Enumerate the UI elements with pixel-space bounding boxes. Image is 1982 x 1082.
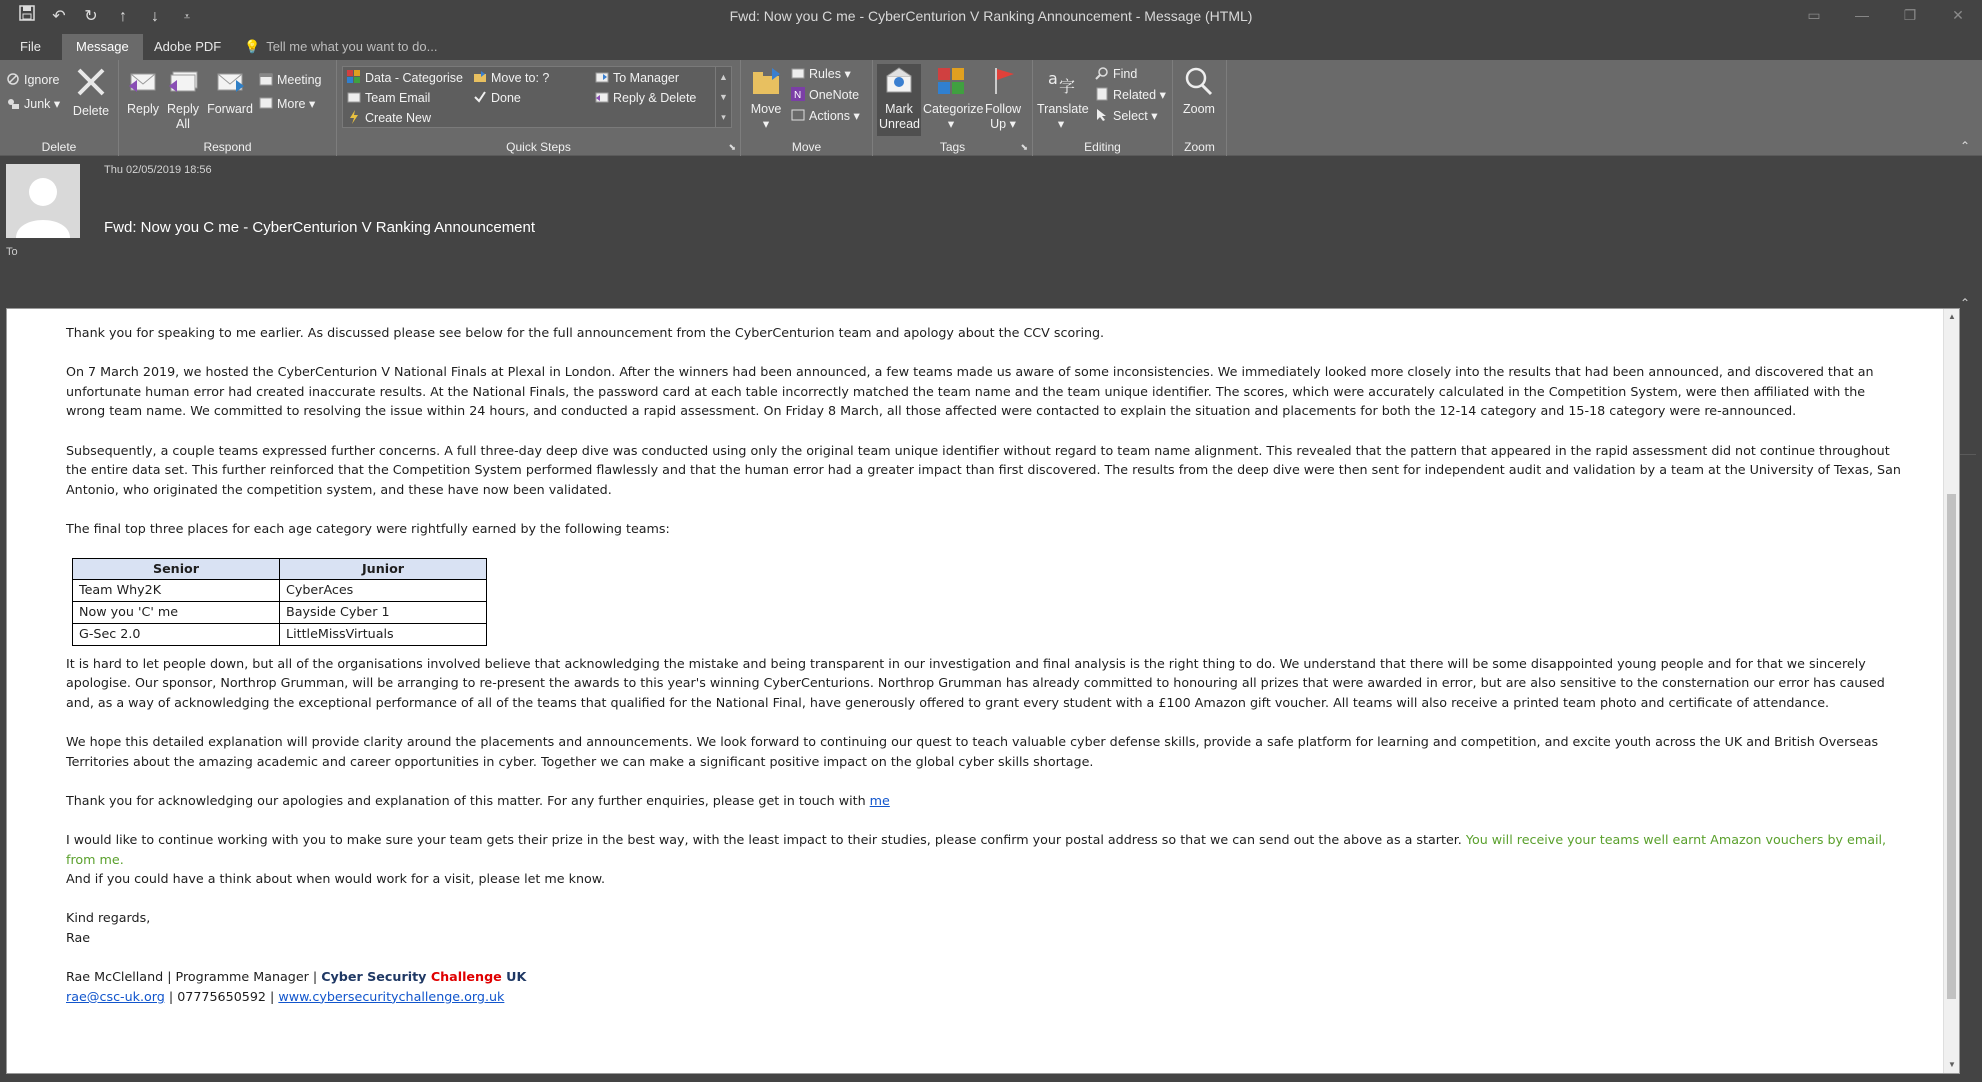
lightbulb-icon: 💡 bbox=[244, 39, 261, 54]
signature-org-cyber: Cyber Security bbox=[321, 969, 431, 985]
person-icon bbox=[6, 164, 80, 238]
svg-text:字: 字 bbox=[1059, 77, 1076, 96]
actions-button[interactable]: Actions ▾ bbox=[791, 106, 860, 126]
tell-me-search[interactable] bbox=[244, 34, 437, 60]
group-label-move: Move bbox=[791, 140, 822, 154]
previous-item-icon[interactable]: ↑ bbox=[119, 8, 127, 25]
reply-all-icon bbox=[165, 66, 201, 100]
collapse-ribbon-icon[interactable]: ⌃ bbox=[1959, 139, 1970, 153]
reply-icon bbox=[125, 66, 161, 100]
translate-icon bbox=[1037, 66, 1085, 100]
table-cell: LittleMissVirtuals bbox=[280, 623, 487, 645]
signature-phone: | 07775650592 | bbox=[164, 988, 279, 1004]
ribbon bbox=[0, 60, 1982, 156]
restore-icon[interactable]: ❐ bbox=[1903, 7, 1917, 23]
categorize-button[interactable]: Categorize ▾ bbox=[923, 66, 979, 132]
quick-step-done[interactable]: Done bbox=[473, 88, 521, 108]
window-title: Fwd: Now you C me - CyberCenturion V Ranking Announcement - Message (HTML) bbox=[729, 8, 1253, 24]
avatar bbox=[6, 164, 80, 238]
paragraph-7-text: Thank you for acknowledging our apologies and explanation of this matter. For any further enquiries, please get in touch with bbox=[66, 792, 870, 808]
message-subject: Fwd: Now you C me - CyberCenturion V Ranking Announcement bbox=[104, 219, 536, 236]
table-row bbox=[73, 579, 487, 601]
group-move bbox=[741, 60, 873, 156]
categorize-icon bbox=[923, 66, 979, 100]
contact-me-link[interactable]: me bbox=[869, 792, 890, 808]
move-button[interactable]: Move ▾ bbox=[747, 66, 785, 132]
follow-up-button[interactable]: Follow Up ▾ bbox=[983, 66, 1023, 132]
body-paragraph-4: The final top three places for each age category were rightfully earned by the following teams: bbox=[66, 520, 670, 536]
tell-me-placeholder: Tell me what you want to do... bbox=[266, 39, 438, 54]
reply-delete-icon bbox=[595, 90, 609, 104]
ignore-icon bbox=[6, 72, 20, 86]
minimize-icon[interactable]: — bbox=[1855, 7, 1869, 23]
paragraph-8-text: I would like to continue working with you to make sure your team gets their prize in the best way, with the least impact to their studies, please confirm your postal address so that we can send out the above as a starter. bbox=[66, 832, 1466, 848]
rules-icon bbox=[791, 66, 805, 80]
signature-website-link[interactable]: www.cybersecuritychallenge.org.uk bbox=[278, 988, 505, 1004]
group-label-delete: Delete bbox=[41, 140, 77, 154]
signature bbox=[66, 967, 1908, 1006]
scroll-down-arrow-icon[interactable]: ▼ bbox=[1948, 1060, 1956, 1069]
team-email-icon bbox=[347, 90, 361, 104]
expand-gallery-icon[interactable]: ▾ bbox=[721, 112, 726, 122]
forward-button[interactable]: Forward bbox=[207, 66, 253, 117]
calendar-icon bbox=[259, 72, 273, 86]
search-icon bbox=[1095, 66, 1109, 80]
cursor-icon bbox=[1095, 108, 1109, 122]
rules-button[interactable]: Rules ▾ bbox=[791, 64, 851, 84]
related-icon bbox=[1095, 87, 1109, 101]
svg-text:N: N bbox=[794, 90, 802, 101]
group-label-respond: Respond bbox=[203, 140, 252, 154]
signature-org-challenge: Challenge bbox=[430, 969, 502, 985]
rankings-table bbox=[72, 558, 487, 646]
body-paragraph-8 bbox=[66, 830, 1908, 889]
onenote-button[interactable]: N OneNote bbox=[791, 85, 859, 105]
tab-message[interactable]: Message bbox=[62, 34, 143, 60]
group-zoom bbox=[1173, 60, 1227, 156]
junk-button[interactable]: Junk ▾ bbox=[6, 94, 60, 114]
group-delete bbox=[0, 60, 119, 156]
group-respond bbox=[119, 60, 337, 156]
table-cell: Now you 'C' me bbox=[73, 601, 280, 623]
scrollbar-thumb[interactable] bbox=[1947, 494, 1956, 999]
quick-step-team-email[interactable]: Team Email bbox=[347, 88, 430, 108]
reply-button[interactable]: Reply bbox=[125, 66, 161, 117]
mark-unread-button[interactable]: Mark Unread bbox=[879, 66, 919, 132]
table-header-junior: Junior bbox=[280, 559, 487, 580]
more-icon bbox=[259, 96, 273, 110]
to-manager-icon bbox=[595, 70, 609, 84]
body-paragraph-3: Subsequently, a couple teams expressed further concerns. A full three-day deep dive was conducted using only the original team unique identifier without regard to team name alignment. This revealed that the pattern that appeared in the rapid assessment did not continue throughout the entire data set. This further reinforced that the Competition System performed flawlessly and that the human error had a greater impact than first discovered. The results from the deep dive were then sent for independent audit and validation by a team at the University of Texas, San Antonio, who originated the competition system, and these have now been validated. bbox=[66, 442, 1901, 497]
checkmark-icon bbox=[473, 90, 487, 104]
onenote-icon bbox=[791, 87, 805, 101]
window-controls bbox=[1790, 0, 1982, 30]
signature-org-uk: UK bbox=[501, 969, 527, 985]
sign-off bbox=[66, 908, 1908, 947]
tags-dialog-launcher-icon[interactable]: ⬊ bbox=[1020, 142, 1028, 152]
scroll-down-icon[interactable]: ▼ bbox=[719, 92, 728, 102]
body-paragraph-5: It is hard to let people down, but all of the organisations involved believe that acknowledging the mistake and being transparent in our investigation and final analysis is the right thing to do. We understand that there will be some disappointed young people and for that we sincerely apologise. Our sponsor, Northrop Grumman, will be arranging to re-present the awards to this year's winning CyberCenturions. Northrop Grumman has already committed to honouring all prizes that were awarded in error, but are also sensitive to the consternation our error has caused and, as a way of acknowledging the exceptional performance of all of the teams that qualified for the National Final, have generously offered to grant every student with a £100 Amazon gift voucher. All teams will also receive a printed team photo and certificate of attendance. bbox=[66, 655, 1885, 710]
redo-icon[interactable]: ↻ bbox=[84, 8, 98, 25]
related-button[interactable]: Related ▾ bbox=[1095, 85, 1166, 105]
group-label-zoom: Zoom bbox=[1184, 140, 1215, 154]
reply-all-button[interactable]: Reply All bbox=[165, 66, 201, 132]
more-respond-button[interactable]: More ▾ bbox=[259, 94, 315, 114]
table-header-row bbox=[73, 559, 487, 580]
table-cell: CyberAces bbox=[280, 579, 487, 601]
ribbon-tabs bbox=[0, 34, 1982, 60]
group-label-quick-steps: Quick Steps bbox=[506, 140, 571, 154]
folder-icon bbox=[747, 66, 785, 100]
zoom-button[interactable]: Zoom bbox=[1179, 66, 1219, 117]
kind-regards: Kind regards, bbox=[66, 910, 151, 926]
next-item-icon[interactable]: ↓ bbox=[151, 8, 159, 25]
table-row bbox=[73, 623, 487, 645]
find-button[interactable]: Find bbox=[1095, 64, 1137, 84]
scroll-up-icon[interactable]: ▲ bbox=[719, 72, 728, 82]
folder-move-icon bbox=[473, 70, 487, 84]
paragraph-8-text-2: And if you could have a think about when would work for a visit, please let me know. bbox=[66, 871, 606, 887]
magnifier-icon bbox=[1179, 66, 1219, 100]
junk-icon bbox=[6, 96, 20, 110]
table-row bbox=[73, 601, 487, 623]
signature-email-link[interactable]: rae@csc-uk.org bbox=[66, 988, 165, 1004]
customize-toolbar-icon[interactable]: ⩡ bbox=[183, 11, 191, 23]
ribbon-display-options-icon[interactable]: ▭ bbox=[1807, 7, 1821, 23]
group-editing bbox=[1033, 60, 1173, 156]
group-label-editing: Editing bbox=[1084, 140, 1121, 154]
flag-icon bbox=[983, 66, 1023, 100]
message-date: Thu 02/05/2019 18:56 bbox=[104, 164, 212, 176]
quick-step-create-new[interactable]: Create New bbox=[347, 108, 431, 128]
title-bar bbox=[0, 0, 1982, 34]
group-label-tags: Tags bbox=[939, 140, 966, 154]
forward-icon bbox=[207, 66, 253, 100]
quick-step-reply-delete[interactable]: Reply & Delete bbox=[595, 88, 696, 108]
tab-adobe-pdf[interactable]: Adobe PDF bbox=[154, 39, 222, 54]
envelope-open-icon bbox=[879, 66, 919, 100]
message-body bbox=[66, 323, 1908, 1006]
message-header bbox=[0, 156, 1982, 310]
body-paragraph-6: We hope this detailed explanation will provide clarity around the placements and announcements. We look forward to continuing our quest to teach valuable cyber defense skills, provide a safe platform for learning and competition, and excite youth across the UK and British Overseas Territories about the amazing academic and career opportunities in cyber. Together we can make a significant positive impact on the global cyber skills shortage. bbox=[66, 734, 1879, 769]
vertical-scrollbar[interactable] bbox=[1943, 309, 1959, 1073]
body-paragraph-2: On 7 March 2019, we hosted the CyberCenturion V National Finals at Plexal in London. After the winners had been announced, a few teams made us aware of some inconsistencies. We immediately looked more closely into the results that had been announced, and discovered that an unfortunate human error had created inaccurate results. At the National Finals, the password card at each table incorrectly matched the team name and the team unique identifier. The scores, which were accurately calculated in the Competition System, were then affiliated with the wrong team name. We committed to resolving the issue within 24 hours, and conducted a rapid assessment. On Friday 8 March, all those affected were contacted to explain the situation and placements for both the 12-14 category and 15-18 category were re-announced. bbox=[66, 364, 1874, 419]
delete-button[interactable]: Delete bbox=[70, 66, 112, 119]
quick-step-to-manager[interactable]: To Manager bbox=[595, 68, 679, 88]
collapse-header-icon[interactable]: ⌃ bbox=[1959, 296, 1970, 310]
meeting-button[interactable]: Meeting bbox=[259, 70, 321, 90]
quick-steps-gallery bbox=[342, 66, 732, 128]
body-paragraph-7 bbox=[66, 791, 1908, 811]
table-cell: Team Why2K bbox=[73, 579, 280, 601]
table-header-senior: Senior bbox=[73, 559, 280, 580]
actions-icon bbox=[791, 108, 805, 122]
group-quick-steps bbox=[337, 60, 741, 156]
undo-icon[interactable]: ↶ bbox=[52, 8, 66, 25]
select-button[interactable]: Select ▾ bbox=[1095, 106, 1158, 126]
signature-line: Rae McClelland | Programme Manager | bbox=[66, 969, 322, 985]
delete-icon bbox=[70, 66, 112, 102]
message-body-pane bbox=[6, 308, 1960, 1074]
ignore-button[interactable]: Ignore bbox=[6, 70, 59, 90]
table-cell: Bayside Cyber 1 bbox=[280, 601, 487, 623]
scroll-up-arrow-icon[interactable]: ▲ bbox=[1948, 312, 1956, 321]
categorise-icon bbox=[347, 70, 361, 84]
quick-steps-scroll[interactable] bbox=[715, 67, 731, 127]
dialog-launcher-icon[interactable]: ⬊ bbox=[728, 142, 736, 152]
svg-text:a: a bbox=[1048, 69, 1058, 88]
tab-file[interactable]: File bbox=[20, 39, 41, 54]
body-paragraph-1: Thank you for speaking to me earlier. As discussed please see below for the full announcement from the CyberCenturion team and apology about the CCV scoring. bbox=[66, 325, 1105, 340]
table-cell: G-Sec 2.0 bbox=[73, 623, 280, 645]
quick-step-data-categorise[interactable]: Data - Categorise bbox=[347, 68, 463, 88]
quick-step-move-to[interactable]: Move to: ? bbox=[473, 68, 549, 88]
close-icon[interactable]: ✕ bbox=[1952, 7, 1964, 23]
to-label: To bbox=[6, 246, 18, 258]
group-tags bbox=[873, 60, 1033, 156]
sender-first-name: Rae bbox=[66, 930, 91, 946]
voucher-note: You will receive your teams well earnt Amazon vouchers by email, from me. bbox=[66, 832, 1887, 867]
translate-button[interactable]: a 字 Translate ▾ bbox=[1037, 66, 1085, 132]
lightning-icon bbox=[347, 110, 361, 124]
